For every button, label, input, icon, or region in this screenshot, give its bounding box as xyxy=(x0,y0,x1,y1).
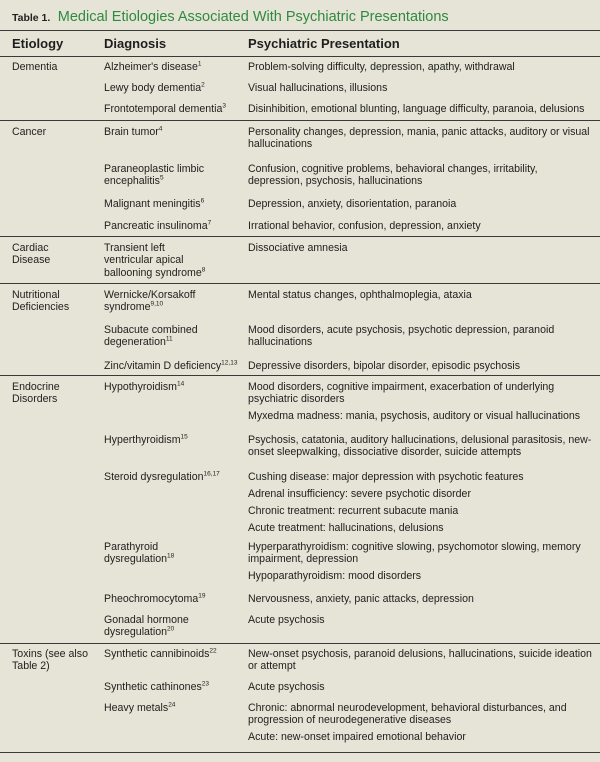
etiology-dementia: Dementia xyxy=(12,61,58,73)
presentation-cell: Adrenal insufficiency: severe psychotic disorder xyxy=(248,488,471,500)
presentation-cell: Chronic: abnormal neurodevelopment, behavioral disturbances, and progression of neurodegenerative diseases xyxy=(248,702,567,727)
diagnosis-cell: Pheochromocytoma$^{19}$ xyxy=(104,592,206,605)
section-rule xyxy=(0,120,600,121)
header-rule xyxy=(0,56,600,57)
presentation-cell: Disinhibition, emotional blunting, language difficulty, paranoia, delusions xyxy=(248,103,585,115)
presentation-cell: Acute psychosis xyxy=(248,681,325,693)
presentation-cell: Hyperparathyroidism: cognitive slowing, psychomotor slowing, memory impairment, depression xyxy=(248,541,581,566)
diagnosis-cell: Parathyroid dysregulation$^{18}$ xyxy=(104,541,175,566)
presentation-cell: Confusion, cognitive problems, behavioral changes, irritability, depression, psychosis, hallucinations xyxy=(248,163,538,188)
diagnosis-cell: Lewy body dementia$^2$ xyxy=(104,81,205,94)
presentation-cell: Depressive disorders, bipolar disorder, episodic psychosis xyxy=(248,360,521,372)
presentation-cell: Psychosis, catatonia, auditory hallucinations, delusional parasitosis, new-onset sleepwalking, dissociative disorder, suicide attempts xyxy=(248,434,592,459)
section-rule xyxy=(0,375,600,376)
header-etiology: Etiology xyxy=(12,36,64,51)
diagnosis-cell: Heavy metals$^{24}$ xyxy=(104,701,176,714)
diagnosis-cell: Malignant meningitis$^6$ xyxy=(104,197,205,210)
presentation-cell: New-onset psychosis, paranoid delusions, hallucinations, suicide ideation or attempt xyxy=(248,648,592,673)
presentation-cell: Nervousness, anxiety, panic attacks, depression xyxy=(248,593,474,605)
presentation-cell: Acute treatment: hallucinations, delusions xyxy=(248,522,444,534)
etiology-toxins: Toxins (see also Table 2) xyxy=(12,648,88,673)
presentation-cell: Myxedma madness: mania, psychosis, auditory or visual hallucinations xyxy=(248,410,581,422)
presentation-cell: Mood disorders, cognitive impairment, exacerbation of underlying psychiatric disorders xyxy=(248,381,555,406)
diagnosis-cell: Synthetic cathinones$^{23}$ xyxy=(104,680,209,693)
presentation-cell: Depression, anxiety, disorientation, paranoia xyxy=(248,198,457,210)
presentation-cell: Mood disorders, acute psychosis, psychotic depression, paranoid hallucinations xyxy=(248,324,555,349)
presentation-cell: Acute: new-onset impaired emotional behavior xyxy=(248,731,466,743)
diagnosis-cell: Subacute combined degeneration$^{11}$ xyxy=(104,324,198,349)
diagnosis-cell: Alzheimer's disease$^1$ xyxy=(104,60,202,73)
etiology-endocrine: Endocrine Disorders xyxy=(12,381,60,406)
etiology-cardiac: Cardiac Disease xyxy=(12,242,51,267)
diagnosis-cell: Paraneoplastic limbic encephalitis$^5$ xyxy=(104,163,205,188)
diagnosis-cell: Transient left ventricular apical ballooning syndrome$^8$ xyxy=(104,242,206,279)
table-caption xyxy=(12,8,449,26)
diagnosis-cell: Pancreatic insulinoma$^7$ xyxy=(104,219,212,232)
bottom-rule xyxy=(0,752,600,753)
presentation-cell: Hypoparathyroidism: mood disorders xyxy=(248,570,422,582)
section-rule xyxy=(0,643,600,644)
header-presentation: Psychiatric Presentation xyxy=(248,36,400,51)
top-rule xyxy=(0,30,600,31)
diagnosis-cell: Hyperthyroidism$^{15}$ xyxy=(104,433,188,446)
presentation-cell: Acute psychosis xyxy=(248,614,325,626)
diagnosis-cell: Zinc/vitamin D deficiency$^{12,13}$ xyxy=(104,359,238,372)
presentation-cell: Problem-solving difficulty, depression, apathy, withdrawal xyxy=(248,61,515,73)
presentation-cell: Irrational behavior, confusion, depression, anxiety xyxy=(248,220,481,232)
etiology-cancer: Cancer xyxy=(12,126,47,138)
section-rule xyxy=(0,283,600,284)
diagnosis-cell: Frontotemporal dementia$^3$ xyxy=(104,102,226,115)
diagnosis-cell: Steroid dysregulation$^{16,17}$ xyxy=(104,470,220,483)
diagnosis-cell: Gonadal hormone dysregulation$^{20}$ xyxy=(104,614,189,639)
diagnosis-cell: Hypothyroidism$^{14}$ xyxy=(104,380,185,393)
diagnosis-cell: Synthetic cannibinoids$^{22}$ xyxy=(104,647,217,660)
section-rule xyxy=(0,236,600,237)
presentation-cell: Personality changes, depression, mania, panic attacks, auditory or visual hallucinations xyxy=(248,126,590,151)
diagnosis-cell: Wernicke/Korsakoff syndrome$^{9,10}$ xyxy=(104,289,196,314)
presentation-cell: Visual hallucinations, illusions xyxy=(248,82,388,94)
presentation-cell: Chronic treatment: recurrent subacute mania xyxy=(248,505,459,517)
table-title: Medical Etiologies Associated With Psychiatric Presentations xyxy=(57,9,449,25)
etiology-nutritional: Nutritional Deficiencies xyxy=(12,289,70,314)
presentation-cell: Cushing disease: major depression with psychotic features xyxy=(248,471,524,483)
table-number: Table 1. xyxy=(12,12,51,24)
header-diagnosis: Diagnosis xyxy=(104,36,167,51)
presentation-cell: Dissociative amnesia xyxy=(248,242,348,254)
diagnosis-cell: Brain tumor$^4$ xyxy=(104,125,163,138)
presentation-cell: Mental status changes, ophthalmoplegia, ataxia xyxy=(248,289,472,301)
